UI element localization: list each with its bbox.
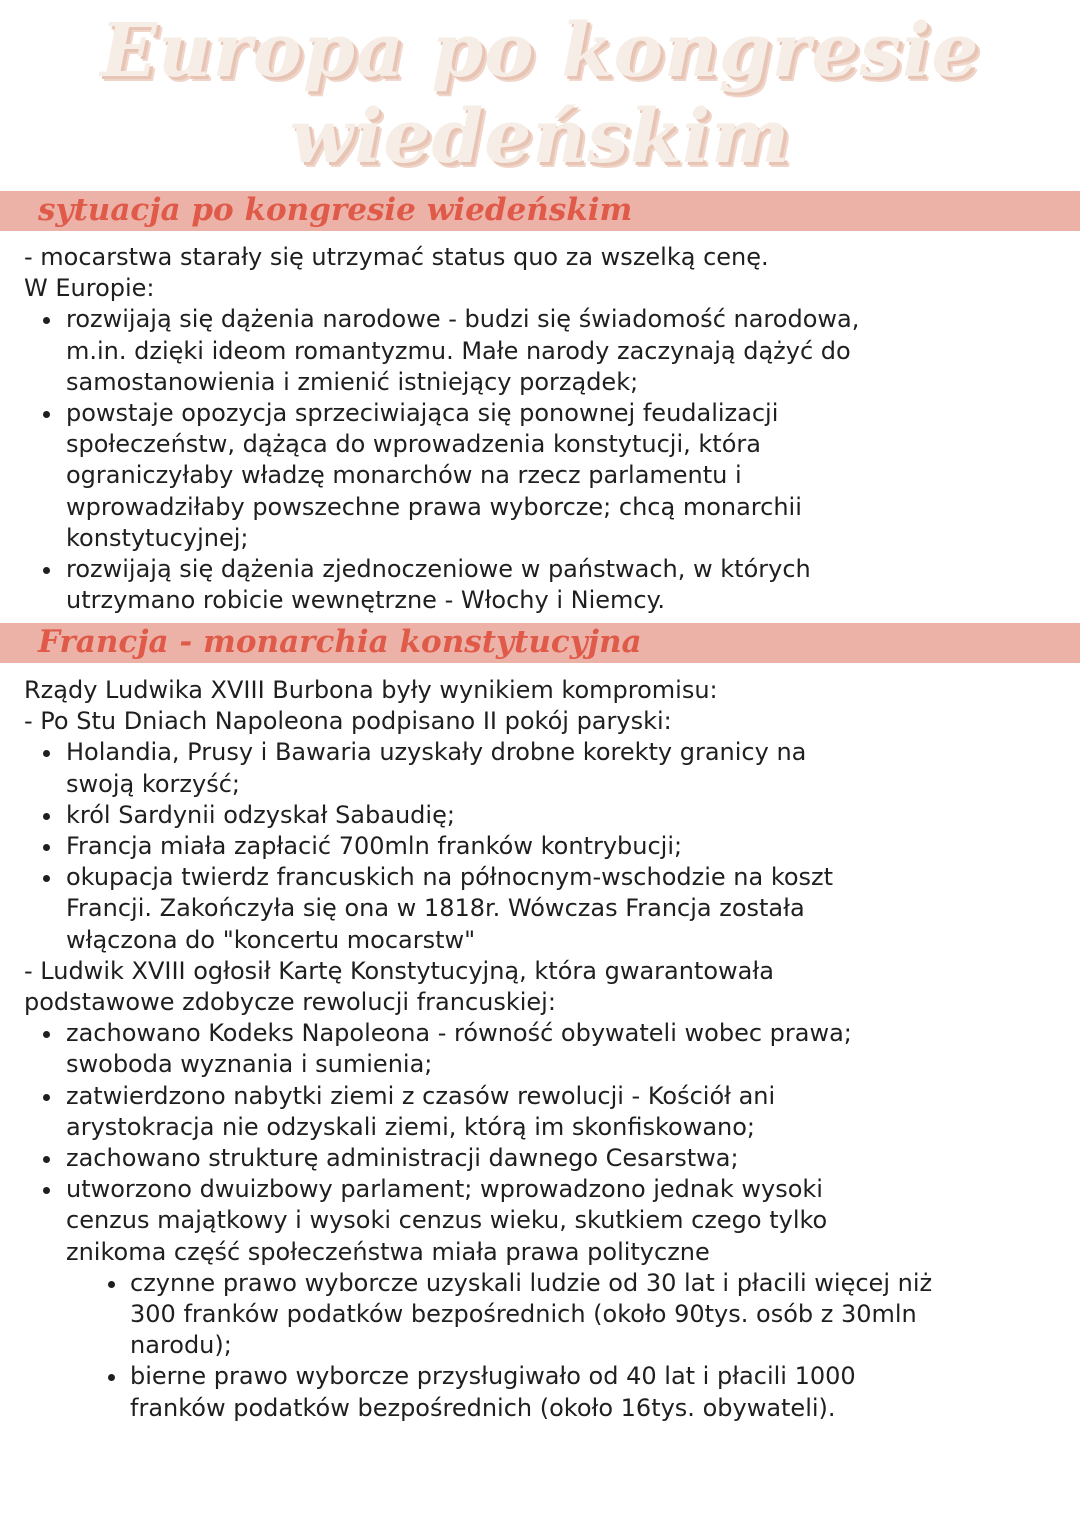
list-item: rozwijają się dążenia zjednoczeniowe w państwach, w których	[24, 554, 1044, 585]
sub-list-item-continuation: 300 franków podatków bezpośrednich (około 90tys. osób z 30mln	[130, 1300, 917, 1329]
paragraph-line: Rządy Ludwika XVIII Burbona były wynikiem kompromisu:	[24, 676, 718, 704]
list-item-continuation: swoją korzyść;	[66, 769, 240, 798]
paragraph-line: - mocarstwa starały się utrzymać status quo za wszelką cenę.	[24, 243, 769, 271]
list-item-continuation: m.in. dzięki ideom romantyzmu. Małe narody zaczynają dążyć do	[66, 336, 851, 365]
sub-list-item-continuation: franków podatków bezpośrednich (około 16tys. obywateli).	[130, 1393, 836, 1422]
section-heading: Francja - monarchia konstytucyjna	[38, 624, 642, 660]
section-heading: sytuacja po kongresie wiedeńskim	[38, 192, 633, 228]
paragraph-line: - Po Stu Dniach Napoleona podpisano II pokój paryski:	[24, 707, 672, 736]
list-item-continuation: swoboda wyznania i sumienia;	[66, 1050, 433, 1079]
sub-list-item: bierne prawo wyborcze przysługiwało od 40 lat i płacili 1000	[24, 1361, 1044, 1392]
list-item: król Sardynii odzyskał Sabaudię;	[24, 800, 1044, 831]
list-item-continuation: konstytucyjnej;	[66, 523, 249, 552]
list-item-continuation: znikoma część społeczeństwa miała prawa polityczne	[66, 1237, 710, 1266]
sub-list-item-continuation: narodu);	[130, 1331, 232, 1360]
list-item-continuation: cenzus majątkowy i wysoki cenzus wieku, skutkiem czego tylko	[66, 1206, 828, 1235]
page-title	[0, 8, 1080, 180]
section-heading-band	[0, 191, 1080, 231]
list-item: rozwijają się dążenia narodowe - budzi się świadomość narodowa,	[24, 304, 1044, 335]
list-item: zachowano strukturę administracji dawnego Cesarstwa;	[24, 1143, 1044, 1174]
list-item-continuation: arystokracja nie odzyskali ziemi, którą im skonfiskowano;	[66, 1112, 756, 1141]
list-item: utworzono dwuizbowy parlament; wprowadzono jednak wysoki	[24, 1174, 1044, 1205]
sub-list-item: czynne prawo wyborcze uzyskali ludzie od 30 lat i płacili więcej niż	[24, 1268, 1044, 1299]
section-heading-band	[0, 623, 1080, 663]
list-item-continuation: Francji. Zakończyła się ona w 1818r. Wówczas Francja została	[66, 894, 805, 923]
page-title-line-2: wiedeńskim	[289, 94, 791, 180]
list-item: zachowano Kodeks Napoleona - równość obywateli wobec prawa;	[24, 1018, 1044, 1049]
page-title-line-1: Europa po kongresie	[100, 8, 980, 94]
list-item: Holandia, Prusy i Bawaria uzyskały drobne korekty granicy na	[24, 737, 1044, 768]
list-item-continuation: włączona do "koncertu mocarstw"	[66, 925, 476, 954]
list-item-continuation: społeczeństw, dążąca do wprowadzenia konstytucji, która	[66, 430, 761, 459]
list-item: okupacja twierdz francuskich na północnym-wschodzie na koszt	[24, 862, 1044, 893]
list-item-continuation: wprowadziłaby powszechne prawa wyborcze; chcą monarchii	[66, 492, 802, 521]
paragraph-line: W Europie:	[24, 274, 155, 303]
list-item: Francja miała zapłacić 700mln franków kontrybucji;	[24, 831, 1044, 862]
list-item: zatwierdzono nabytki ziemi z czasów rewolucji - Kościół ani	[24, 1081, 1044, 1112]
list-item: powstaje opozycja sprzeciwiająca się ponownej feudalizacji	[24, 398, 1044, 429]
paragraph-line: podstawowe zdobycze rewolucji francuskiej:	[24, 988, 556, 1017]
list-item-continuation: ograniczyłaby władzę monarchów na rzecz parlamentu i	[66, 461, 742, 490]
section-body	[24, 242, 1044, 616]
paragraph-line: - Ludwik XVIII ogłosił Kartę Konstytucyjną, która gwarantowała	[24, 956, 774, 985]
section-body	[24, 675, 1044, 1424]
list-item-continuation: utrzymano robicie wewnętrzne - Włochy i Niemcy.	[66, 586, 665, 615]
list-item-continuation: samostanowienia i zmienić istniejący porządek;	[66, 367, 639, 396]
